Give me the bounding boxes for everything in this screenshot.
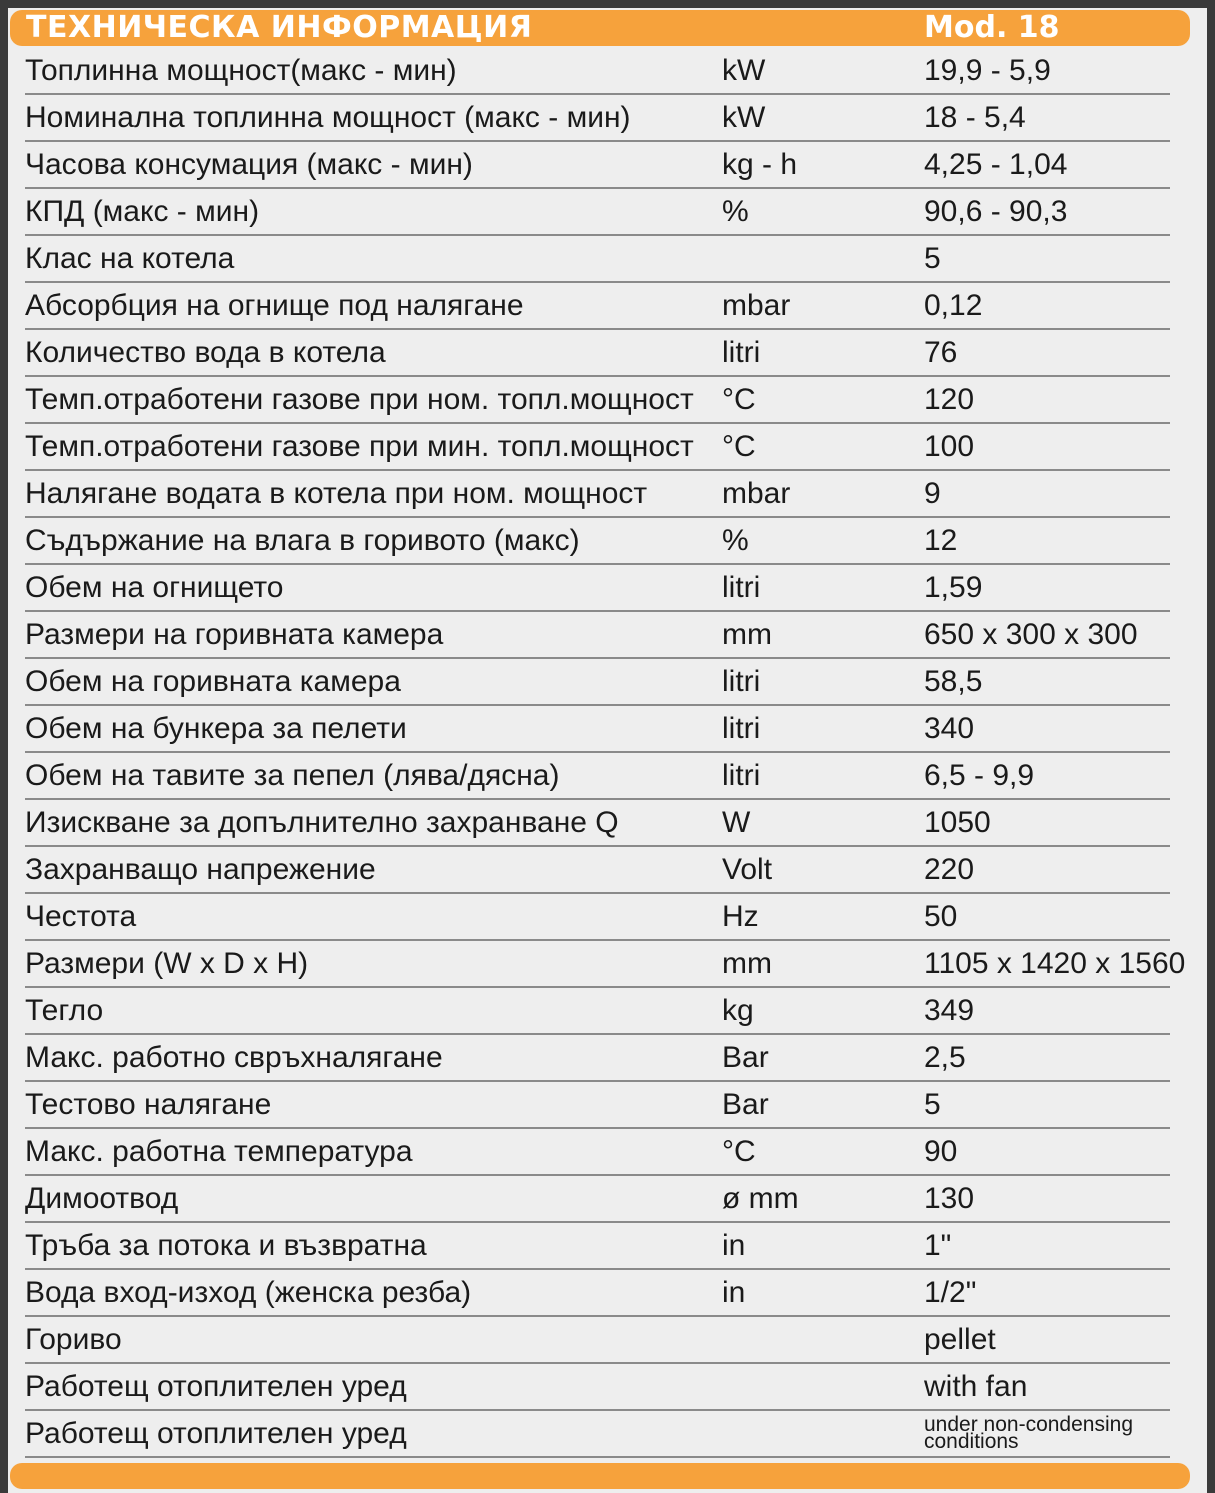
row-label: Макс. работно свръхналягане (25, 1041, 443, 1074)
row-label: КПД (макс - мин) (25, 195, 260, 228)
row-unit: Bar (722, 1088, 769, 1121)
row-value: 18 - 5,4 (924, 101, 1026, 134)
table-row (25, 941, 1186, 988)
table-row (25, 189, 1170, 236)
table-row (25, 95, 1170, 142)
row-label: Топлинна мощност(макс - мин) (25, 54, 457, 87)
row-unit: Volt (722, 853, 773, 886)
row-label: Абсорбция на огнище под налягане (25, 289, 524, 322)
row-unit: mm (722, 618, 772, 651)
table-row (25, 377, 1170, 424)
table-row (25, 1082, 1170, 1129)
row-unit (722, 236, 912, 281)
row-label: Номинална топлинна мощност (макс - мин) (25, 101, 631, 134)
row-unit: Bar (722, 1041, 769, 1074)
row-unit: ø mm (722, 1182, 799, 1215)
table-row (25, 565, 1170, 612)
row-value: 220 (924, 853, 975, 886)
row-value: 90 (924, 1135, 958, 1168)
row-label: Гориво (25, 1323, 122, 1356)
row-label: Количество вода в котела (25, 336, 386, 369)
row-value: 120 (924, 383, 975, 416)
row-unit: kg (722, 994, 754, 1027)
footer-bar (10, 1463, 1190, 1489)
row-label: Темп.отработени газове при ном. топл.мощност (25, 383, 694, 416)
row-value: 9 (924, 477, 941, 510)
row-label: Съдържание на влага в горивото (макс) (25, 524, 580, 557)
row-value: 100 (924, 430, 975, 463)
row-value: 1,59 (924, 571, 983, 604)
row-label: Работещ отоплителен уред (25, 1417, 407, 1450)
table-row (25, 1035, 1170, 1082)
row-label: Захранващо напрежение (25, 853, 376, 886)
table-row (25, 1364, 1170, 1411)
row-value: under non-condensing conditions (924, 1413, 1133, 1453)
table-row (25, 894, 1170, 941)
table-row (25, 424, 1170, 471)
model-name: Mod. 18 (924, 10, 1060, 45)
table-row (25, 1317, 1170, 1364)
row-unit: kg - h (722, 148, 798, 181)
page-title: ТЕХНИЧЕСКА ИНФОРМАЦИЯ (26, 10, 533, 45)
row-value: 19,9 - 5,9 (924, 54, 1051, 87)
row-label: Размери (W x D x H) (25, 947, 309, 980)
row-value: 650 x 300 x 300 (924, 618, 1138, 651)
table-row (25, 1223, 1170, 1270)
row-unit: kW (722, 54, 766, 87)
table-row (25, 753, 1170, 800)
row-unit: % (722, 524, 749, 557)
row-label: Налягане водата в котела при ном. мощност (25, 477, 648, 510)
row-value: 349 (924, 994, 975, 1027)
table-row (25, 330, 1170, 377)
table-row (25, 800, 1170, 847)
row-unit: % (722, 195, 749, 228)
table-row (25, 142, 1170, 189)
row-label: Макс. работна температура (25, 1135, 413, 1168)
row-label: Честота (25, 900, 137, 933)
row-unit: °C (722, 383, 756, 416)
row-unit: litri (722, 759, 761, 792)
table-row (25, 48, 1170, 95)
row-unit (722, 1317, 912, 1362)
row-label: Обем на горивната камера (25, 665, 401, 698)
row-value: 2,5 (924, 1041, 966, 1074)
row-value: 1050 (924, 806, 991, 839)
row-label: Тегло (25, 994, 104, 1027)
row-value: 1" (924, 1229, 952, 1262)
table-row (25, 612, 1170, 659)
table-row (25, 988, 1170, 1035)
table-row (25, 1270, 1170, 1317)
row-value: 90,6 - 90,3 (924, 195, 1068, 228)
row-label: Размери на горивната камера (25, 618, 444, 651)
row-value: 58,5 (924, 665, 983, 698)
row-value: 12 (924, 524, 958, 557)
row-unit: litri (722, 571, 761, 604)
row-unit: °C (722, 430, 756, 463)
row-unit: in (722, 1276, 746, 1309)
row-value: 50 (924, 900, 958, 933)
row-unit (722, 1411, 912, 1456)
row-value: 76 (924, 336, 958, 369)
row-value: 5 (924, 242, 941, 275)
row-value: 6,5 - 9,9 (924, 759, 1035, 792)
row-label: Изискване за допълнително захранване Q (25, 806, 619, 839)
row-value: 130 (924, 1182, 975, 1215)
table-row (25, 659, 1170, 706)
row-value: pellet (924, 1323, 996, 1356)
row-value: 1105 x 1420 x 1560 (924, 947, 1186, 980)
row-unit: in (722, 1229, 746, 1262)
row-value: 4,25 - 1,04 (924, 148, 1068, 181)
table-row (25, 1176, 1170, 1223)
table-row (25, 706, 1170, 753)
row-value: 0,12 (924, 289, 983, 322)
row-label: Клас на котела (25, 242, 235, 275)
row-label: Обем на огнището (25, 571, 284, 604)
row-label: Вода вход-изход (женска резба) (25, 1276, 472, 1309)
row-label: Часова консумация (макс - мин) (25, 148, 473, 181)
table-row (25, 847, 1170, 894)
row-unit: litri (722, 665, 761, 698)
row-unit: W (722, 806, 751, 839)
row-label: Тръба за потока и възвратна (25, 1229, 427, 1262)
row-unit: °C (722, 1135, 756, 1168)
row-label: Темп.отработени газове при мин. топл.мощност (25, 430, 694, 463)
row-value: with fan (924, 1370, 1028, 1403)
table-row (25, 1411, 1170, 1458)
row-unit: mm (722, 947, 772, 980)
row-unit: mbar (722, 477, 791, 510)
row-label: Димоотвод (25, 1182, 179, 1215)
row-value: 5 (924, 1088, 941, 1121)
table-row (25, 236, 1170, 283)
row-label: Тестово налягане (25, 1088, 272, 1121)
table-row (25, 1129, 1170, 1176)
row-unit: litri (722, 712, 761, 745)
table-row (25, 283, 1170, 330)
row-value: 1/2" (924, 1276, 977, 1309)
row-value: 340 (924, 712, 975, 745)
table-row (25, 471, 1170, 518)
row-unit: kW (722, 101, 766, 134)
row-unit (722, 1364, 912, 1409)
row-label: Работещ отоплителен уред (25, 1370, 407, 1403)
row-unit: litri (722, 336, 761, 369)
row-label: Обем на тавите за пепел (лява/дясна) (25, 759, 560, 792)
table-row (25, 518, 1170, 565)
row-unit: Hz (722, 900, 759, 933)
row-label: Обем на бункера за пелети (25, 712, 407, 745)
row-unit: mbar (722, 289, 791, 322)
